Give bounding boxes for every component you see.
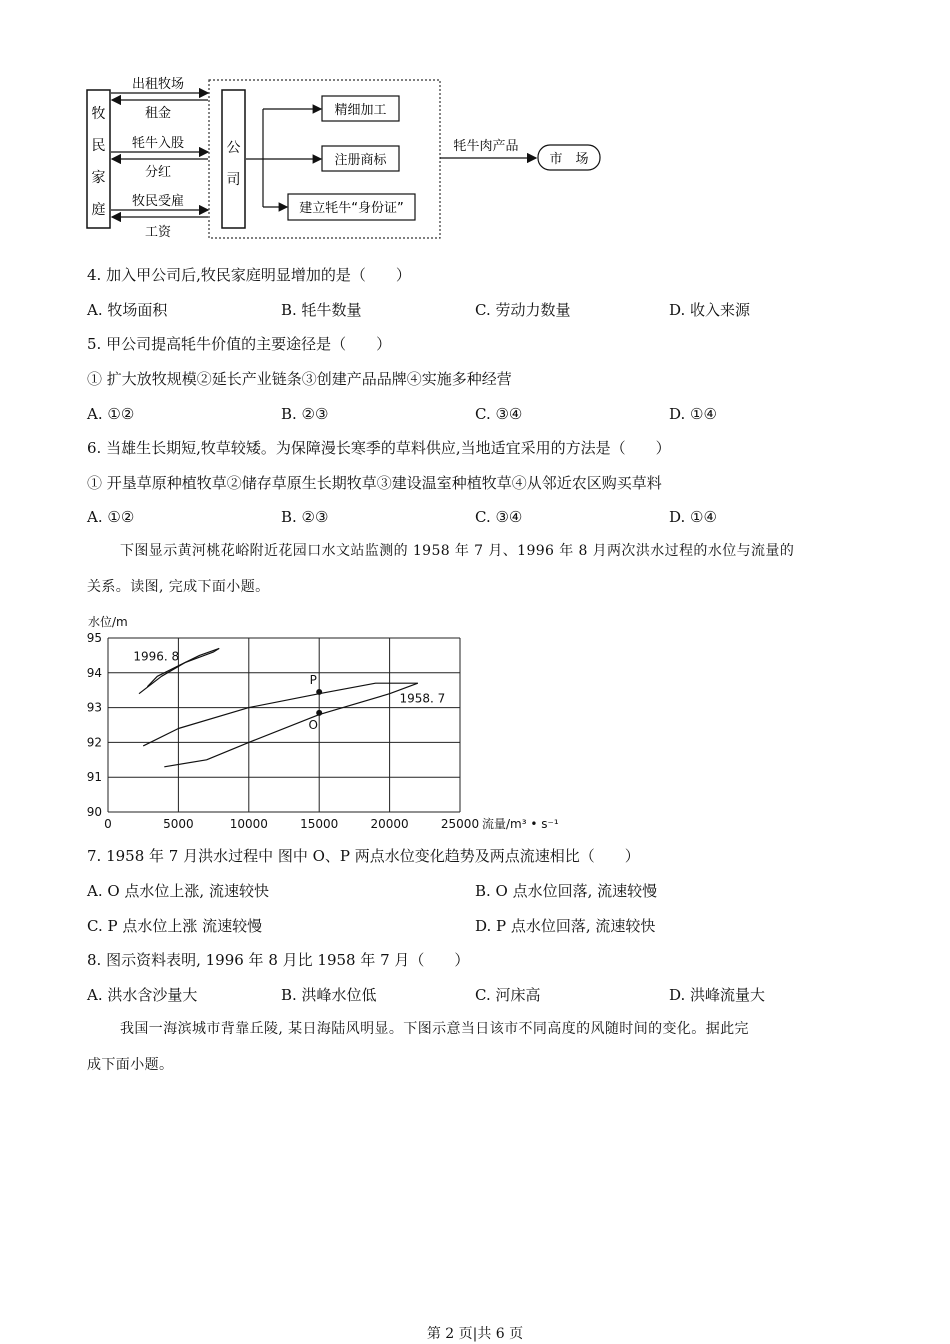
question-6: 6. 当雄生长期短,牧草较矮。为保障漫长寒季的草料供应,当地适宜采用的方法是（ ） [87, 439, 671, 457]
company-box [222, 90, 245, 228]
x-tick-label: 5000 [163, 817, 194, 831]
series-label: 1996. 8 [133, 649, 180, 664]
passage-1-line-2: 关系。读图, 完成下面小题。 [87, 579, 270, 595]
passage-2-line-2: 成下面小题。 [87, 1057, 174, 1073]
y-tick-label: 94 [86, 665, 102, 680]
y-axis-label: 水位/m [88, 615, 128, 629]
flow-diagram [80, 70, 620, 250]
option: D. ①④ [669, 508, 717, 526]
question-5: 5. 甲公司提高牦牛价值的主要途径是（ ） [87, 335, 392, 353]
market-label: 市 场 [549, 152, 589, 167]
option: D. 洪峰流量大 [669, 986, 766, 1004]
company-box-char: 公 [226, 140, 241, 156]
water-level-discharge-chart [80, 610, 580, 835]
activity-label: 注册商标 [334, 153, 387, 168]
option: A. O 点水位上涨, 流速较快 [87, 882, 269, 900]
y-tick-label: 93 [86, 700, 102, 715]
series-line-falling [143, 683, 418, 746]
option: D. 收入来源 [669, 301, 751, 319]
herder-box-char: 家 [91, 170, 106, 186]
option: C. ③④ [475, 508, 523, 526]
arrow-label: 租金 [144, 106, 172, 121]
option: B. 洪峰水位低 [281, 986, 377, 1004]
option: B. 牦牛数量 [281, 301, 362, 319]
option: B. ②③ [281, 405, 329, 423]
option: A. ①② [87, 405, 135, 423]
point-label: O [308, 717, 318, 732]
y-tick-label: 90 [86, 805, 102, 819]
option: B. ②③ [281, 508, 329, 526]
arrow-label: 牧民受雇 [131, 194, 185, 209]
option: B. O 点水位回落, 流速较慢 [475, 882, 658, 900]
question-6-statements: ① 开垦草原种植牧草②储存草原生长期牧草③建设温室种植牧草④从邻近农区购买草料 [87, 474, 662, 492]
herder-box-char: 庭 [91, 202, 106, 218]
question-8: 8. 图示资料表明, 1996 年 8 月比 1958 年 7 月（ ） [87, 951, 470, 969]
arrow-label: 分红 [144, 165, 172, 180]
option: C. ③④ [475, 405, 523, 423]
option: C. 劳动力数量 [475, 301, 571, 319]
arrow-label: 出租牧场 [131, 77, 185, 92]
option: D. P 点水位回落, 流速较快 [475, 917, 656, 935]
option: A. 洪水含沙量大 [87, 986, 198, 1004]
option: A. ①② [87, 508, 135, 526]
product-label: 牦牛肉产品 [453, 139, 519, 154]
question-5-statements: ① 扩大放牧规模②延长产业链条③创建产品品牌④实施多种经营 [87, 370, 512, 388]
point-marker [316, 710, 322, 716]
activity-label: 建立牦牛“身份证” [299, 201, 404, 216]
option: D. ①④ [669, 405, 717, 423]
option: A. 牧场面积 [87, 301, 168, 319]
y-tick-label: 92 [86, 735, 102, 750]
question-7: 7. 1958 年 7 月洪水过程中 图中 O、P 两点水位变化趋势及两点流速相比（ ） [87, 847, 640, 865]
page-footer: 第 2 页|共 6 页 [426, 1326, 524, 1342]
y-tick-label: 95 [86, 631, 102, 645]
herder-box-char: 民 [91, 138, 106, 154]
passage-1-line-1: 下图显示黄河桃花峪附近花园口水文站监测的 1958 年 7 月、1996 年 8 月两次洪水过程的水位与流量的 [120, 543, 795, 559]
option: C. P 点水位上涨 流速较慢 [87, 917, 263, 935]
y-tick-label: 91 [86, 770, 102, 785]
x-tick-label: 10000 [229, 817, 268, 831]
x-tick-label: 0 [104, 817, 112, 831]
arrow-label: 牦牛入股 [131, 136, 185, 151]
series-label: 1958. 7 [399, 691, 446, 706]
series-line-rising [164, 683, 417, 767]
x-tick-label: 20000 [370, 817, 409, 831]
x-tick-label: 25000 [440, 817, 480, 831]
passage-2-line-1: 我国一海滨城市背靠丘陵, 某日海陆风明显。下图示意当日该市不同高度的风随时间的变化。据此完 [120, 1021, 749, 1037]
option: C. 河床高 [475, 986, 541, 1004]
question-4: 4. 加入甲公司后,牧民家庭明显增加的是（ ） [87, 266, 411, 284]
x-tick-label: 15000 [300, 817, 339, 831]
arrow-label: 工资 [144, 225, 172, 240]
point-label: P [309, 672, 317, 687]
herder-box-char: 牧 [91, 106, 106, 122]
x-axis-label: 流量/m³ • s⁻¹ [482, 817, 559, 831]
activity-label: 精细加工 [334, 103, 387, 118]
point-marker [316, 689, 322, 695]
company-box-char: 司 [226, 172, 241, 188]
